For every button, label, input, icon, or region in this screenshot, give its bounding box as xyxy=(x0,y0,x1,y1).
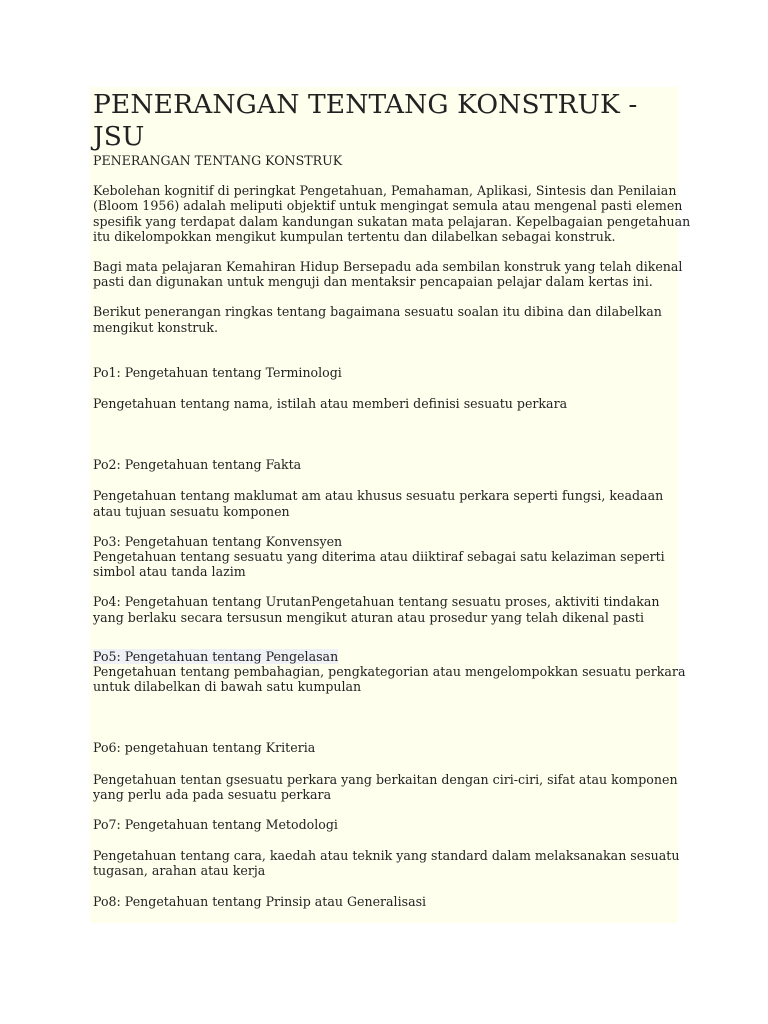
construct-desc-p03: Pengetahuan tentang sesuatu yang diterima atau diiktiraf sebagai satu kelaziman seperti simbol atau tanda lazim xyxy=(93,549,665,580)
construct-heading-p08: Po8: Pengetahuan tentang Prinsip atau Generalisasi xyxy=(93,893,427,909)
construct-desc-p07: Pengetahuan tentang cara, kaedah atau teknik yang standard dalam melaksanakan sesuatu tugasan, arahan atau kerja xyxy=(93,848,680,879)
document-page xyxy=(90,87,691,923)
intro-paragraph-3: Berikut penerangan ringkas tentang bagaimana sesuatu soalan itu dibina dan dilabelkan mengikut konstruk. xyxy=(93,304,662,335)
construct-heading-p06: Po6: pengetahuan tentang Kriteria xyxy=(93,740,316,756)
intro-paragraph-2: Bagi mata pelajaran Kemahiran Hidup Bersepadu ada sembilan konstruk yang telah dikenal pasti dan digunakan untuk menguji dan mentaksir pencapaian pelajar dalam kertas ini. xyxy=(93,259,683,290)
construct-p04: Po4: Pengetahuan tentang UrutanPengetahuan tentang sesuatu proses, aktiviti tindakan yang berlaku secara tersusun mengikut aturan atau prosedur yang telah dikenal pasti xyxy=(93,594,660,625)
construct-desc-p06: Pengetahuan tentan gsesuatu perkara yang berkaitan dengan ciri-ciri, sifat atau komponen yang perlu ada pada sesuatu perkara xyxy=(93,771,678,802)
construct-heading-p07: Po7: Pengetahuan tentang Metodologi xyxy=(93,817,338,833)
construct-heading-p03: Po3: Pengetahuan tentang Konvensyen xyxy=(93,533,343,549)
construct-heading-p01: Po1: Pengetahuan tentang Terminologi xyxy=(93,364,342,380)
construct-desc-p05: Pengetahuan tentang pembahagian, pengkategorian atau mengelompokkan sesuatu perkara untuk dilabelkan di bawah satu kumpulan xyxy=(93,664,686,695)
construct-heading-p02: Po2: Pengetahuan tentang Fakta xyxy=(93,457,302,473)
construct-heading-p05: Po5: Pengetahuan tentang Pengelasan xyxy=(93,648,339,664)
construct-desc-p01: Pengetahuan tentang nama, istilah atau memberi definisi sesuatu perkara xyxy=(93,396,568,412)
construct-desc-p02: Pengetahuan tentang maklumat am atau khusus sesuatu perkara seperti fungsi, keadaan atau tujuan sesuatu komponen xyxy=(93,488,664,519)
subtitle: PENERANGAN TENTANG KONSTRUK xyxy=(93,153,343,168)
page-title: PENERANGAN TENTANG KONSTRUK - JSU xyxy=(93,89,638,152)
intro-paragraph-1: Kebolehan kognitif di peringkat Pengetahuan, Pemahaman, Aplikasi, Sintesis dan Penilaian (Bloom 1956) adalah meliputi objektif untuk mengingat semula atau mengenal pasti elemen spesifik yang terdapat dalam kandungan sukatan mata pelajaran. Kepelbagaian pengetahuan itu dikelompokkan mengikut kumpulan tertentu dan dilabelkan sebagai konstruk. xyxy=(93,183,691,244)
